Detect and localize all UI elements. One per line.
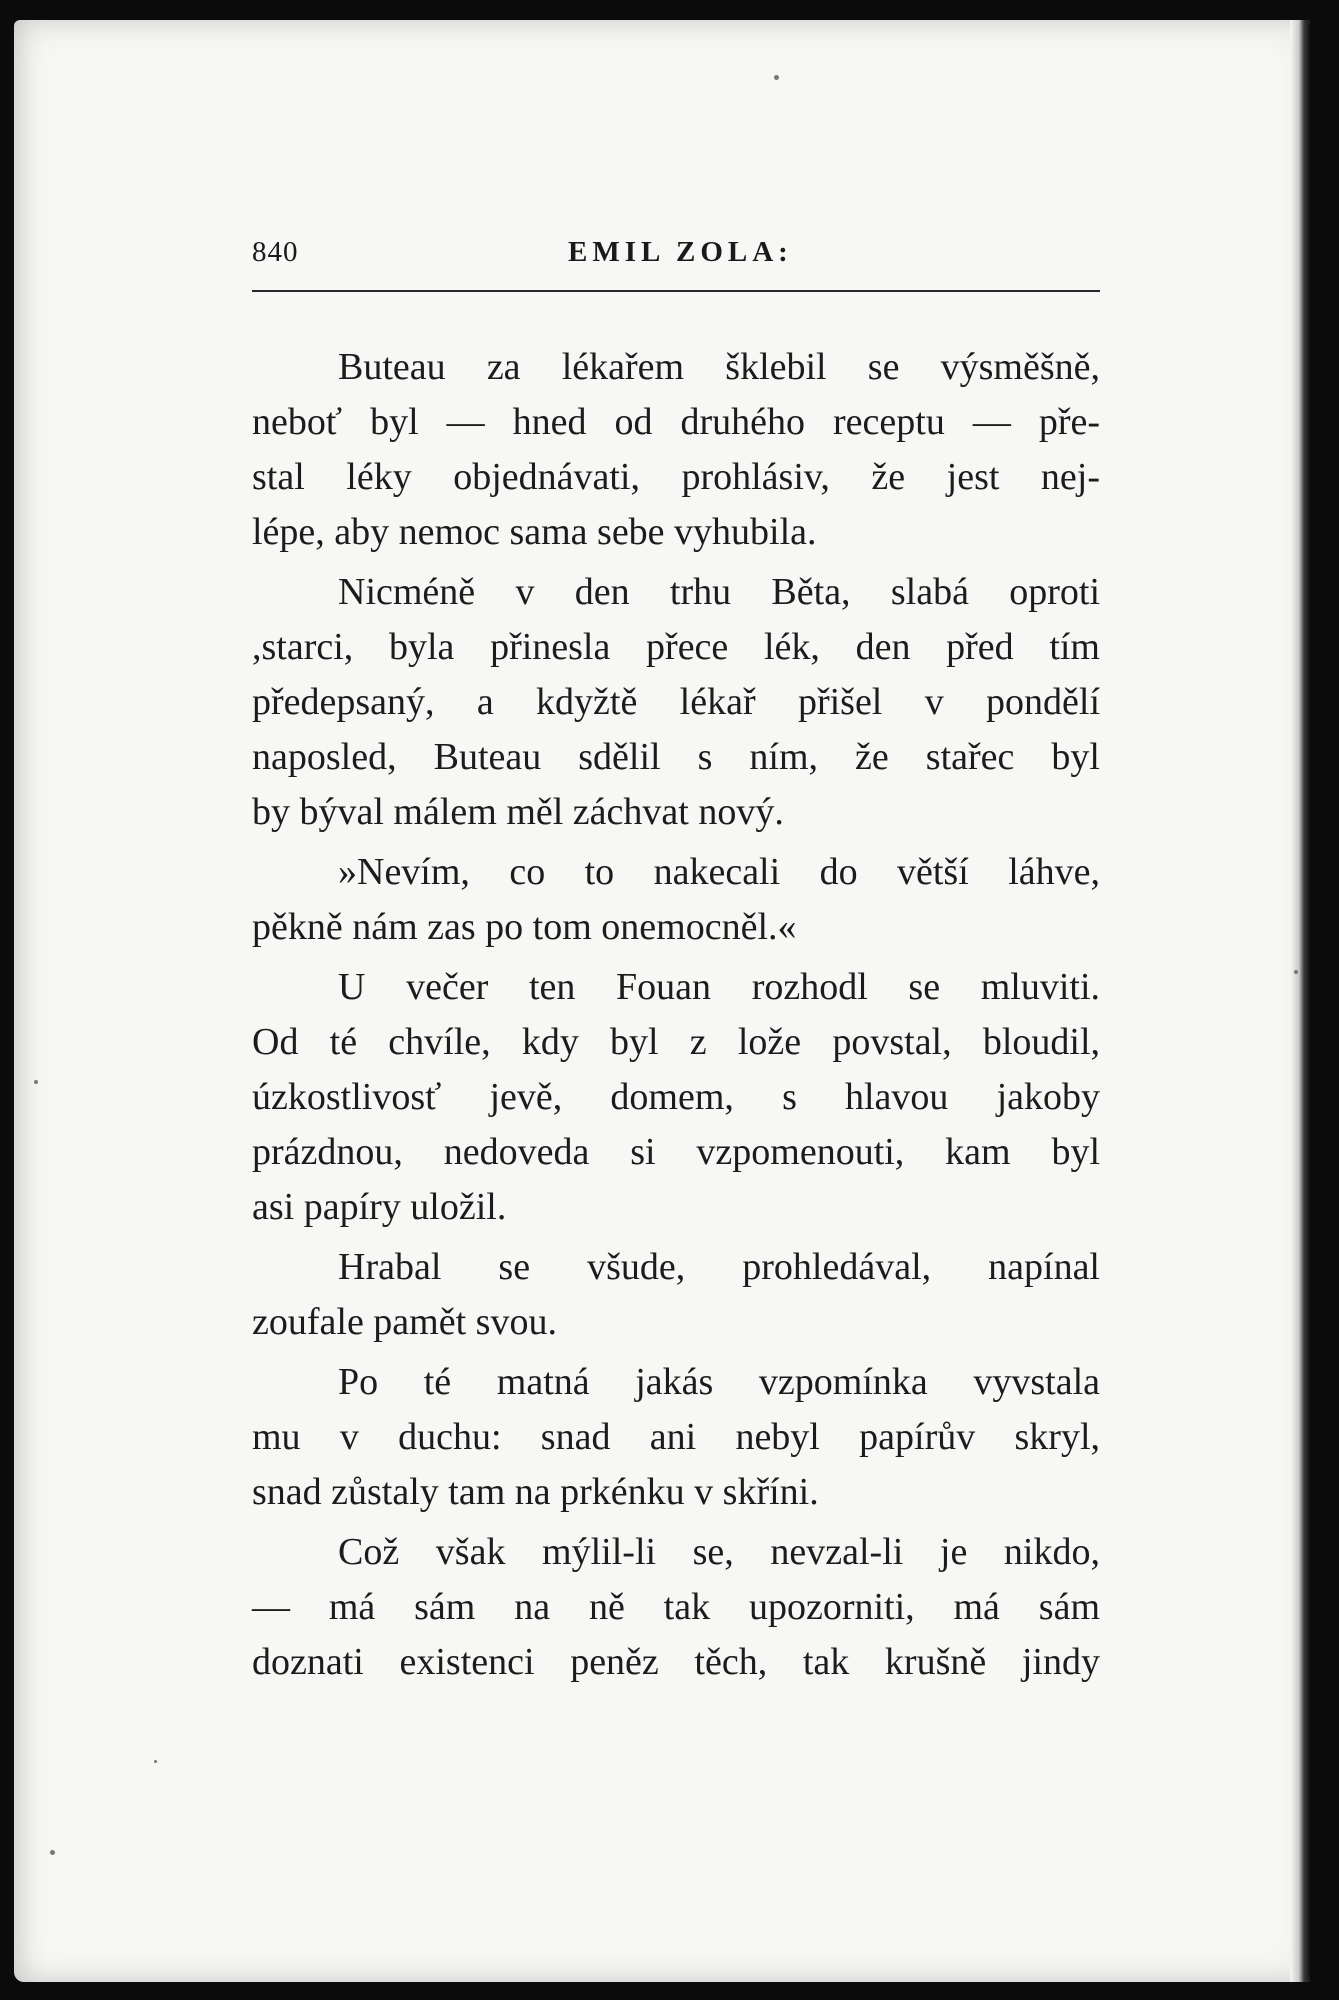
paragraph (252, 960, 1100, 1235)
page-edge-shadow (1290, 20, 1310, 1982)
text-line: pěkně nám zas po tom onemocněl.« (252, 906, 797, 948)
paper-speck (774, 75, 779, 80)
paper-speck (154, 1760, 157, 1763)
paper-speck (1294, 970, 1298, 974)
header-rule (252, 290, 1100, 292)
text-line: prázdnou, nedoveda si vzpomenouti, kam byl (252, 1131, 1100, 1173)
paragraph (252, 565, 1100, 840)
text-line: asi papíry uložil. (252, 1186, 507, 1228)
running-title: EMIL ZOLA: (568, 236, 793, 268)
paragraph (252, 1525, 1100, 1690)
text-line: ,starci, byla přinesla přece lék, den před tím (252, 626, 1100, 668)
text-line: doznati existenci peněz těch, tak krušně jindy (252, 1641, 1100, 1683)
text-line: naposled, Buteau sdělil s ním, že stařec byl (252, 736, 1100, 778)
paragraph (252, 340, 1100, 560)
paragraph (252, 1240, 1100, 1350)
text-line: Nicméně v den trhu Běta, slabá oproti (338, 571, 1100, 613)
text-line: neboť byl — hned od druhého receptu — pře- (252, 401, 1100, 443)
text-line: Hrabal se všude, prohledával, napínal (338, 1246, 1100, 1288)
text-line: »Nevím, co to nakecali do větší láhve, (338, 851, 1100, 893)
text-line: by býval málem měl záchvat nový. (252, 791, 784, 833)
text-line: Buteau za lékařem šklebil se výsměšně, (338, 346, 1100, 388)
paragraph (252, 845, 1100, 955)
text-line: mu v duchu: snad ani nebyl papírův skryl, (252, 1416, 1100, 1458)
text-line: předepsaný, a kdyžtě lékař přišel v pondělí (252, 681, 1100, 723)
body-text (252, 340, 1100, 1695)
text-line: lépe, aby nemoc sama sebe vyhubila. (252, 511, 817, 553)
text-line: Od té chvíle, kdy byl z lože povstal, bloudil, (252, 1021, 1100, 1063)
text-line: úzkostlivosť jevě, domem, s hlavou jakoby (252, 1076, 1100, 1118)
text-line: Po té matná jakás vzpomínka vyvstala (338, 1361, 1100, 1403)
paper-speck (34, 1080, 38, 1084)
text-line: U večer ten Fouan rozhodl se mluviti. (338, 966, 1100, 1008)
text-line: snad zůstaly tam na prkénku v skříni. (252, 1471, 819, 1513)
text-line: — má sám na ně tak upozorniti, má sám (252, 1586, 1100, 1628)
running-head (252, 236, 1100, 286)
page-number: 840 (252, 236, 299, 268)
paragraph (252, 1355, 1100, 1520)
text-line: Což však mýlil-li se, nevzal-li je nikdo, (338, 1531, 1100, 1573)
text-line: stal léky objednávati, prohlásiv, že jest nej- (252, 456, 1100, 498)
paper-speck (50, 1850, 55, 1855)
text-line: zoufale pamět svou. (252, 1301, 557, 1343)
